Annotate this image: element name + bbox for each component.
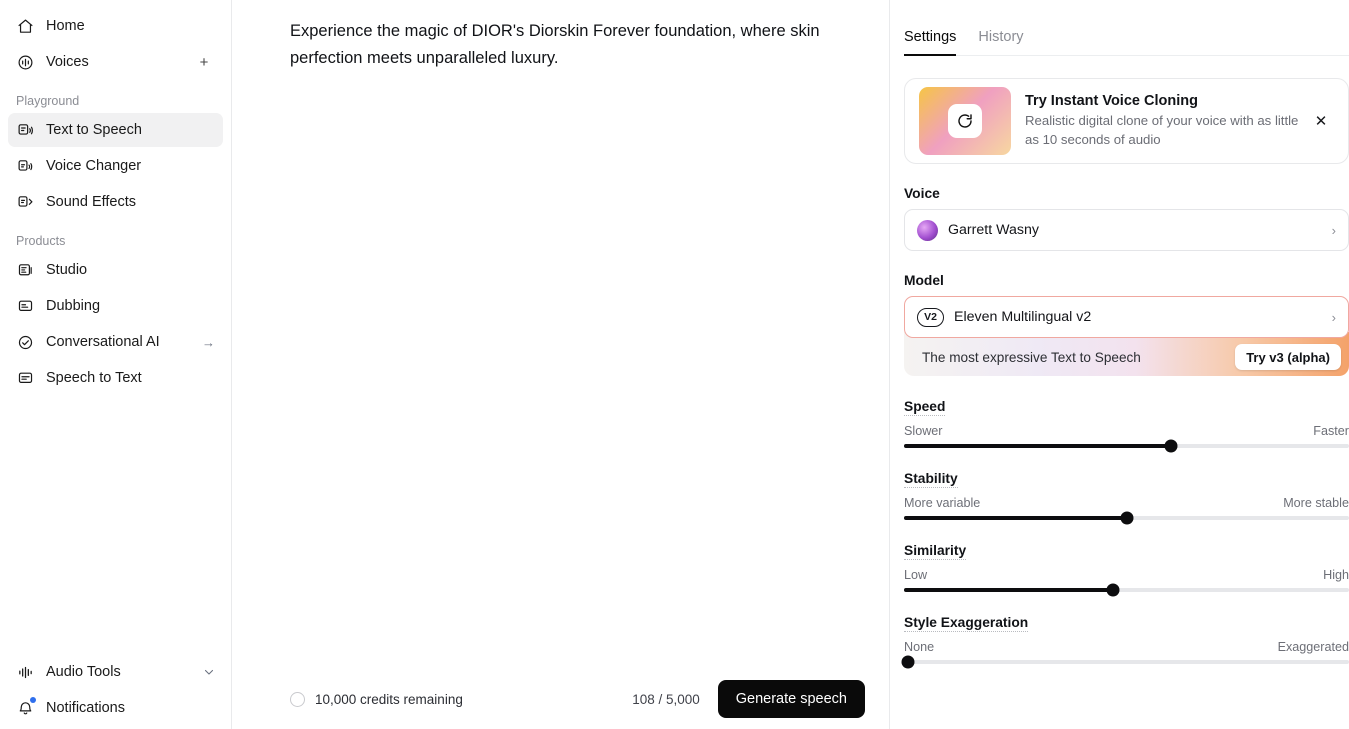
sidebar-section-products: Products xyxy=(16,234,66,248)
sidebar-item-studio[interactable] xyxy=(8,253,223,287)
sidebar-item-label: Studio xyxy=(46,262,88,278)
credits-label: 10,000 credits remaining xyxy=(315,691,463,707)
credits-circle-icon xyxy=(290,692,305,707)
slider-stability-track[interactable] xyxy=(904,516,1349,520)
avatar xyxy=(917,220,938,241)
slider-stability-min-label: More variable xyxy=(904,496,981,510)
slider-speed-min-label: Slower xyxy=(904,424,943,438)
promo-subtitle: Realistic digital clone of your voice with as little as 10 seconds of audio xyxy=(1025,113,1299,147)
sidebar-item-label: Voices xyxy=(46,54,89,70)
slider-stability xyxy=(904,470,1349,520)
slider-speed-max-label: Faster xyxy=(1313,424,1349,438)
voice-changer-icon xyxy=(16,157,34,175)
sidebar-item-voice-changer[interactable] xyxy=(8,149,223,183)
sidebar-item-label: Speech to Text xyxy=(46,370,142,386)
chevron-down-icon xyxy=(203,666,215,678)
home-icon xyxy=(16,17,34,35)
editor-footer xyxy=(232,669,889,729)
slider-speed xyxy=(904,398,1349,448)
chevron-right-icon: › xyxy=(1331,309,1336,325)
sidebar-item-voices[interactable] xyxy=(8,45,223,79)
slider-speed-label: Speed xyxy=(904,399,946,414)
text-editor[interactable] xyxy=(232,0,889,669)
sidebar-item-home[interactable] xyxy=(8,9,223,43)
speech-to-text-icon xyxy=(16,369,34,387)
dubbing-icon xyxy=(16,297,34,315)
slider-similarity-label: Similarity xyxy=(904,543,967,558)
slider-style-exaggeration-knob[interactable] xyxy=(902,656,915,669)
sound-effects-icon xyxy=(16,193,34,211)
tab-settings[interactable]: Settings xyxy=(904,29,956,55)
panel-tabs xyxy=(904,0,1349,56)
sidebar-item-label: Audio Tools xyxy=(46,664,121,680)
sidebar-item-label: Voice Changer xyxy=(46,158,142,174)
slider-stability-max-label: More stable xyxy=(1283,496,1349,510)
slider-style-exaggeration xyxy=(904,614,1349,664)
slider-stability-fill xyxy=(904,516,1127,520)
slider-similarity-ends xyxy=(904,568,1349,582)
model-section xyxy=(904,296,1349,376)
sidebar xyxy=(0,0,232,729)
model-select[interactable] xyxy=(904,296,1349,338)
model-value: Eleven Multilingual v2 xyxy=(954,309,1092,325)
slider-similarity xyxy=(904,542,1349,592)
conversational-ai-icon xyxy=(16,333,34,351)
model-promo-banner xyxy=(904,332,1349,376)
add-voice-button[interactable]: + xyxy=(199,53,209,71)
slider-similarity-knob[interactable] xyxy=(1107,584,1120,597)
slider-similarity-max-label: High xyxy=(1323,568,1349,582)
tab-history[interactable]: History xyxy=(978,29,1024,45)
sidebar-item-label: Text to Speech xyxy=(46,122,142,138)
sidebar-item-label: Home xyxy=(46,18,85,34)
slider-similarity-min-label: Low xyxy=(904,568,928,582)
sidebar-item-speech-to-text[interactable] xyxy=(8,361,223,395)
credits-indicator xyxy=(290,692,463,707)
sidebar-section-playground: Playground xyxy=(16,94,80,108)
model-version-badge: V2 xyxy=(917,308,944,327)
text-to-speech-icon xyxy=(16,121,34,139)
promo-thumbnail xyxy=(919,87,1011,155)
notification-badge xyxy=(30,697,36,703)
sidebar-item-dubbing[interactable] xyxy=(8,289,223,323)
character-count: 108 / 5,000 xyxy=(632,691,700,707)
sidebar-item-conversational-ai[interactable] xyxy=(8,325,223,359)
slider-speed-knob[interactable] xyxy=(1165,440,1178,453)
promo-text xyxy=(1025,93,1308,148)
voices-icon xyxy=(16,53,34,71)
voice-clone-icon xyxy=(948,104,982,138)
main-editor-area xyxy=(232,0,890,729)
sidebar-item-notifications[interactable] xyxy=(8,691,223,725)
model-promo-text: The most expressive Text to Speech xyxy=(922,349,1141,365)
slider-style-exaggeration-label: Style Exaggeration xyxy=(904,615,1029,630)
model-label: Model xyxy=(904,273,944,288)
sidebar-item-audio-tools[interactable] xyxy=(8,655,223,689)
slider-style-exaggeration-track[interactable] xyxy=(904,660,1349,664)
slider-style-exaggeration-max-label: Exaggerated xyxy=(1277,640,1349,654)
slider-speed-fill xyxy=(904,444,1171,448)
sidebar-item-sound-effects[interactable] xyxy=(8,185,223,219)
slider-style-exaggeration-min-label: None xyxy=(904,640,935,654)
sidebar-spacer xyxy=(0,396,231,654)
try-v3-button[interactable]: Try v3 (alpha) xyxy=(1235,344,1341,370)
generate-speech-button[interactable]: Generate speech xyxy=(718,680,865,718)
sidebar-item-label: Conversational AI xyxy=(46,334,160,350)
voice-value: Garrett Wasny xyxy=(948,222,1039,238)
slider-stability-ends xyxy=(904,496,1349,510)
promo-title: Try Instant Voice Cloning xyxy=(1025,93,1198,110)
sidebar-item-label: Dubbing xyxy=(46,298,101,314)
slider-speed-ends xyxy=(904,424,1349,438)
voice-select[interactable] xyxy=(904,209,1349,251)
slider-speed-track[interactable] xyxy=(904,444,1349,448)
sidebar-item-label: Sound Effects xyxy=(46,194,137,210)
voice-label: Voice xyxy=(904,186,940,201)
chevron-right-icon: › xyxy=(1331,222,1336,238)
studio-icon xyxy=(16,261,34,279)
slider-style-exaggeration-ends xyxy=(904,640,1349,654)
slider-similarity-fill xyxy=(904,588,1113,592)
slider-stability-label: Stability xyxy=(904,471,958,486)
slider-similarity-track[interactable] xyxy=(904,588,1349,592)
close-icon[interactable]: ✕ xyxy=(1314,113,1328,130)
audio-tools-icon xyxy=(16,663,34,681)
sidebar-item-text-to-speech[interactable] xyxy=(8,113,223,147)
slider-stability-knob[interactable] xyxy=(1120,512,1133,525)
editor-text[interactable]: Experience the magic of DIOR's Diorskin Forever foundation, where skin perfection meets unparalleled luxury. xyxy=(290,22,825,67)
arrow-right-icon: → xyxy=(202,334,215,350)
sidebar-item-label: Notifications xyxy=(46,700,125,716)
settings-panel xyxy=(890,0,1349,729)
instant-voice-cloning-promo[interactable] xyxy=(904,78,1349,164)
